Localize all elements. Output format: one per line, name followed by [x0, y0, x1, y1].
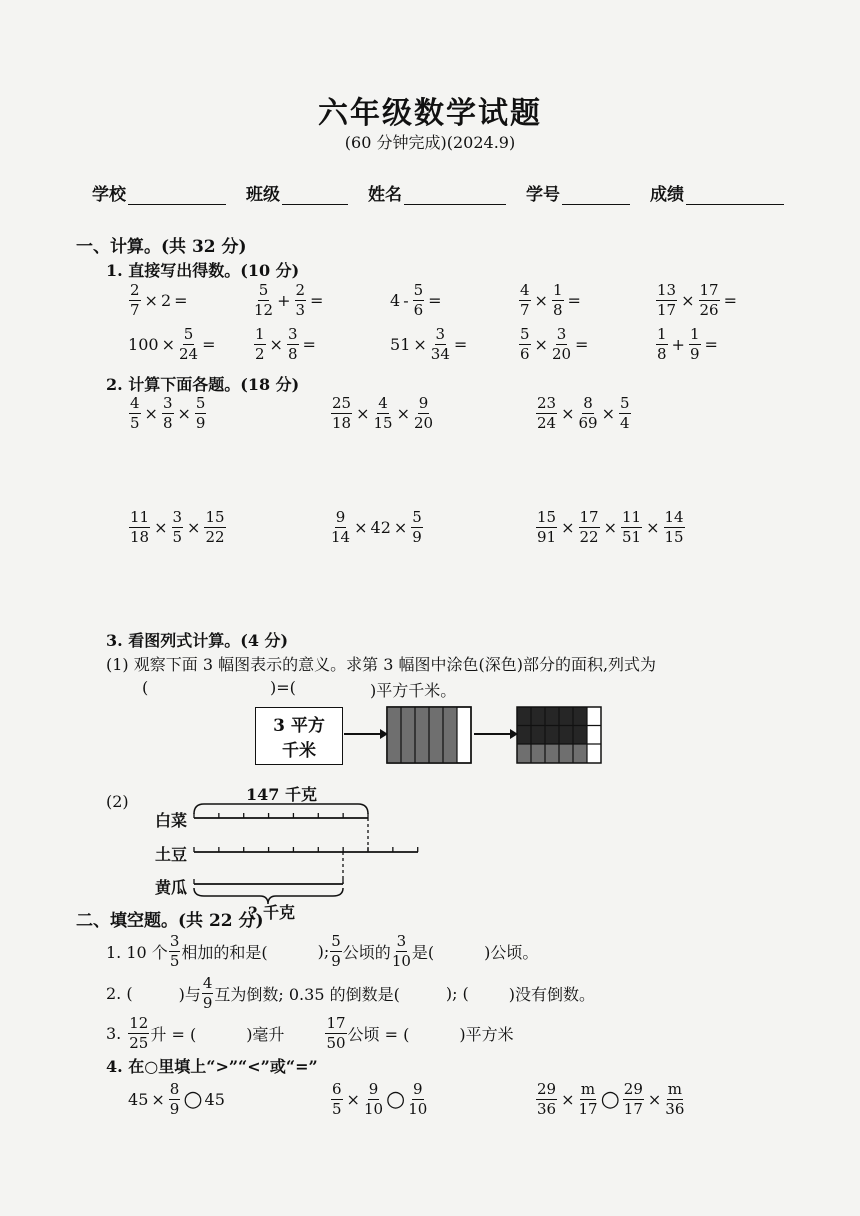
- fraction: $\frac{15}{22}$: [205, 508, 225, 546]
- fraction: $\frac{29}{17}$: [623, 1080, 643, 1118]
- compare-item: $\frac{29}{36}$ × $\frac{m}{17}$ ○ $\frac{29}{17}$ × $\frac{m}{36}$: [537, 1080, 685, 1118]
- fraction: $\frac{13}{17}$: [657, 281, 677, 319]
- class-blank[interactable]: [282, 184, 348, 205]
- fill-q1: 1. 10 个 $\frac{3}{5}$ 相加的和是( ); $\frac{5}{9}$ 公顷的 $\frac{3}{10}$ 是( )公顷。: [106, 932, 539, 970]
- q3-part1-prompt: (1) 观察下面 3 幅图表示的意义。求第 3 幅图中涂色(深色)部分的面积,列式为: [106, 655, 657, 674]
- school-blank[interactable]: [128, 184, 226, 205]
- fraction: $\frac{11}{51}$: [622, 508, 642, 546]
- calc-item: $\frac{5}{12}$ + $\frac{2}{3}$ =: [254, 281, 324, 319]
- fraction-5-9: $\frac{5}{9}$: [331, 932, 341, 970]
- fraction: $\frac{1}{8}$: [552, 281, 563, 319]
- fraction: $\frac{3}{8}$: [162, 394, 173, 432]
- fraction-figure-2: [386, 706, 476, 766]
- fraction: $\frac{9}{10}$: [363, 1080, 384, 1118]
- fraction: $\frac{25}{18}$: [332, 394, 352, 432]
- top-brace-label: 147 千克: [246, 785, 317, 804]
- fraction: $\frac{9}{14}$: [331, 508, 351, 546]
- q1-heading: 1. 直接写出得数。(10 分): [106, 261, 300, 280]
- whole-area-box: 3 平方 千米: [255, 707, 343, 765]
- info-score: 成绩: [650, 180, 784, 205]
- calc-problem: $\frac{15}{91}$ × $\frac{17}{22}$ × $\frac{11}{51}$ × $\frac{14}{15}$: [537, 508, 684, 546]
- fraction: $\frac{5}{6}$: [413, 281, 424, 319]
- calc-problem: $\frac{4}{5}$ × $\frac{3}{8}$ × $\frac{5}{9}$: [130, 394, 206, 432]
- fraction: $\frac{3}{34}$: [430, 325, 450, 363]
- calc-problem: $\frac{9}{14}$ × 4 2 × $\frac{5}{9}$: [331, 508, 422, 546]
- fraction: $\frac{11}{18}$: [130, 508, 150, 546]
- fraction: $\frac{9}{20}$: [414, 394, 434, 432]
- fraction: $\frac{5}{9}$: [412, 508, 422, 546]
- fraction: $\frac{23}{24}$: [537, 394, 557, 432]
- fraction-4-9: $\frac{4}{9}$: [202, 974, 213, 1012]
- calc-problem: $\frac{23}{24}$ × $\frac{8}{69}$ × $\frac{5}{4}$: [537, 394, 630, 432]
- fraction: $\frac{m}{17}$: [578, 1080, 598, 1118]
- arrow-icon-2: [474, 729, 518, 739]
- fraction: $\frac{3}{5}$: [172, 508, 183, 546]
- calc-item: 1 0 0 × $\frac{5}{24}$ =: [128, 325, 216, 363]
- q2-heading: 2. 计算下面各题。(18 分): [106, 375, 300, 394]
- bottom-brace: [194, 888, 343, 904]
- fraction: $\frac{4}{7}$: [520, 281, 530, 319]
- fraction: $\frac{8}{69}$: [578, 394, 598, 432]
- line-diagram-svg: [190, 798, 430, 908]
- fraction: $\frac{3}{8}$: [287, 325, 298, 363]
- row-label-cabbage: 白菜: [155, 811, 188, 830]
- fraction: $\frac{8}{9}$: [169, 1080, 180, 1118]
- fraction-17-50: $\frac{17}{50}$: [326, 1014, 346, 1052]
- bottom-brace-label: ? 千克: [248, 903, 295, 922]
- fraction: $\frac{5}{9}$: [195, 394, 206, 432]
- calc-item: $\frac{13}{17}$ × $\frac{17}{26}$ =: [657, 281, 737, 319]
- calc-item: $\frac{5}{6}$ × $\frac{3}{20}$ =: [520, 325, 589, 363]
- fraction: $\frac{1}{9}$: [689, 325, 700, 363]
- fraction: $\frac{5}{12}$: [254, 281, 274, 319]
- fraction: $\frac{6}{5}$: [332, 1080, 342, 1118]
- score-blank[interactable]: [686, 184, 784, 205]
- fraction: $\frac{29}{36}$: [537, 1080, 557, 1118]
- arrow-icon-1: [344, 729, 388, 739]
- info-class: 班级: [246, 180, 348, 205]
- fraction: $\frac{1}{2}$: [255, 325, 265, 363]
- fraction: $\frac{3}{20}$: [551, 325, 572, 363]
- calc-item: 4 - $\frac{5}{6}$ =: [390, 281, 442, 319]
- calc-problem: $\frac{11}{18}$ × $\frac{3}{5}$ × $\frac{15}{22}$: [130, 508, 225, 546]
- fraction: $\frac{2}{7}$: [130, 281, 140, 319]
- calc-item: 5 1 × $\frac{3}{34}$ =: [390, 325, 468, 363]
- fill-q4-heading: 4. 在○里填上“>”“<”或“=”: [106, 1057, 318, 1076]
- q3-answer-unit: )平方千米。: [370, 681, 457, 700]
- fraction: $\frac{9}{10}$: [408, 1080, 428, 1118]
- calc-item: $\frac{1}{2}$ × $\frac{3}{8}$ =: [255, 325, 316, 363]
- calc-problem: $\frac{25}{18}$ × $\frac{4}{15}$ × $\frac{9}{20}$: [332, 394, 434, 432]
- row-label-cucumber: 黄瓜: [155, 878, 188, 897]
- calc-item: $\frac{1}{8}$ + $\frac{1}{9}$ =: [657, 325, 718, 363]
- section-1-heading: 一、计算。(共 32 分): [76, 237, 247, 257]
- fraction: $\frac{17}{26}$: [699, 281, 719, 319]
- fraction: $\frac{5}{4}$: [620, 394, 630, 432]
- fraction-3-5: $\frac{3}{5}$: [169, 932, 180, 970]
- fraction: $\frac{15}{91}$: [537, 508, 557, 546]
- fraction: $\frac{m}{36}$: [665, 1080, 685, 1118]
- top-brace: [194, 804, 368, 814]
- fraction: $\frac{14}{15}$: [664, 508, 684, 546]
- student-info-row: [92, 180, 804, 205]
- compare-item: 4 5 × $\frac{8}{9}$ ○ 4 5: [128, 1080, 225, 1118]
- fraction-3-10: $\frac{3}{10}$: [391, 932, 411, 970]
- fraction-12-25: $\frac{12}{25}$: [129, 1014, 149, 1052]
- info-id: 学号: [526, 180, 630, 205]
- q3-answer-mid[interactable]: )=(: [270, 678, 296, 697]
- fraction: $\frac{4}{5}$: [130, 394, 140, 432]
- q3-answer-open: (: [142, 678, 149, 697]
- calc-item: $\frac{4}{7}$ × $\frac{1}{8}$ =: [520, 281, 581, 319]
- fill-q2: 2. ( )与 $\frac{4}{9}$ 互为倒数; 0.35 的倒数是( ); ( )没有倒数。: [106, 974, 596, 1012]
- page-subtitle: (60 分钟完成)(2024.9): [344, 133, 516, 152]
- q3-heading: 3. 看图列式计算。(4 分): [106, 631, 289, 650]
- compare-item: $\frac{6}{5}$ × $\frac{9}{10}$ ○ $\frac{9}{10}$: [332, 1080, 428, 1118]
- calc-item: $\frac{2}{7}$ × 2 =: [130, 281, 188, 319]
- fraction: $\frac{2}{3}$: [295, 281, 306, 319]
- fraction: $\frac{1}{8}$: [657, 325, 667, 363]
- fraction: $\frac{5}{24}$: [178, 325, 199, 363]
- fraction: $\frac{5}{6}$: [520, 325, 530, 363]
- fraction: $\frac{17}{22}$: [579, 508, 599, 546]
- info-name: 姓名: [368, 180, 506, 205]
- name-blank[interactable]: [404, 184, 506, 205]
- section-2-heading: 二、填空题。(共 22 分): [76, 911, 264, 931]
- q3-part2-label: (2): [106, 792, 129, 811]
- fraction: $\frac{4}{15}$: [373, 394, 393, 432]
- fill-q3: 3. $\frac{12}{25}$ 升 = ( )毫升 $\frac{17}{50}$ 公顷 = ( )平方米: [106, 1014, 514, 1052]
- info-school: 学校: [92, 180, 226, 205]
- page-title: 六年级数学试题: [318, 96, 542, 131]
- id-blank[interactable]: [562, 184, 630, 205]
- fraction-figure-3: [516, 706, 606, 766]
- row-label-potato: 土豆: [155, 845, 188, 864]
